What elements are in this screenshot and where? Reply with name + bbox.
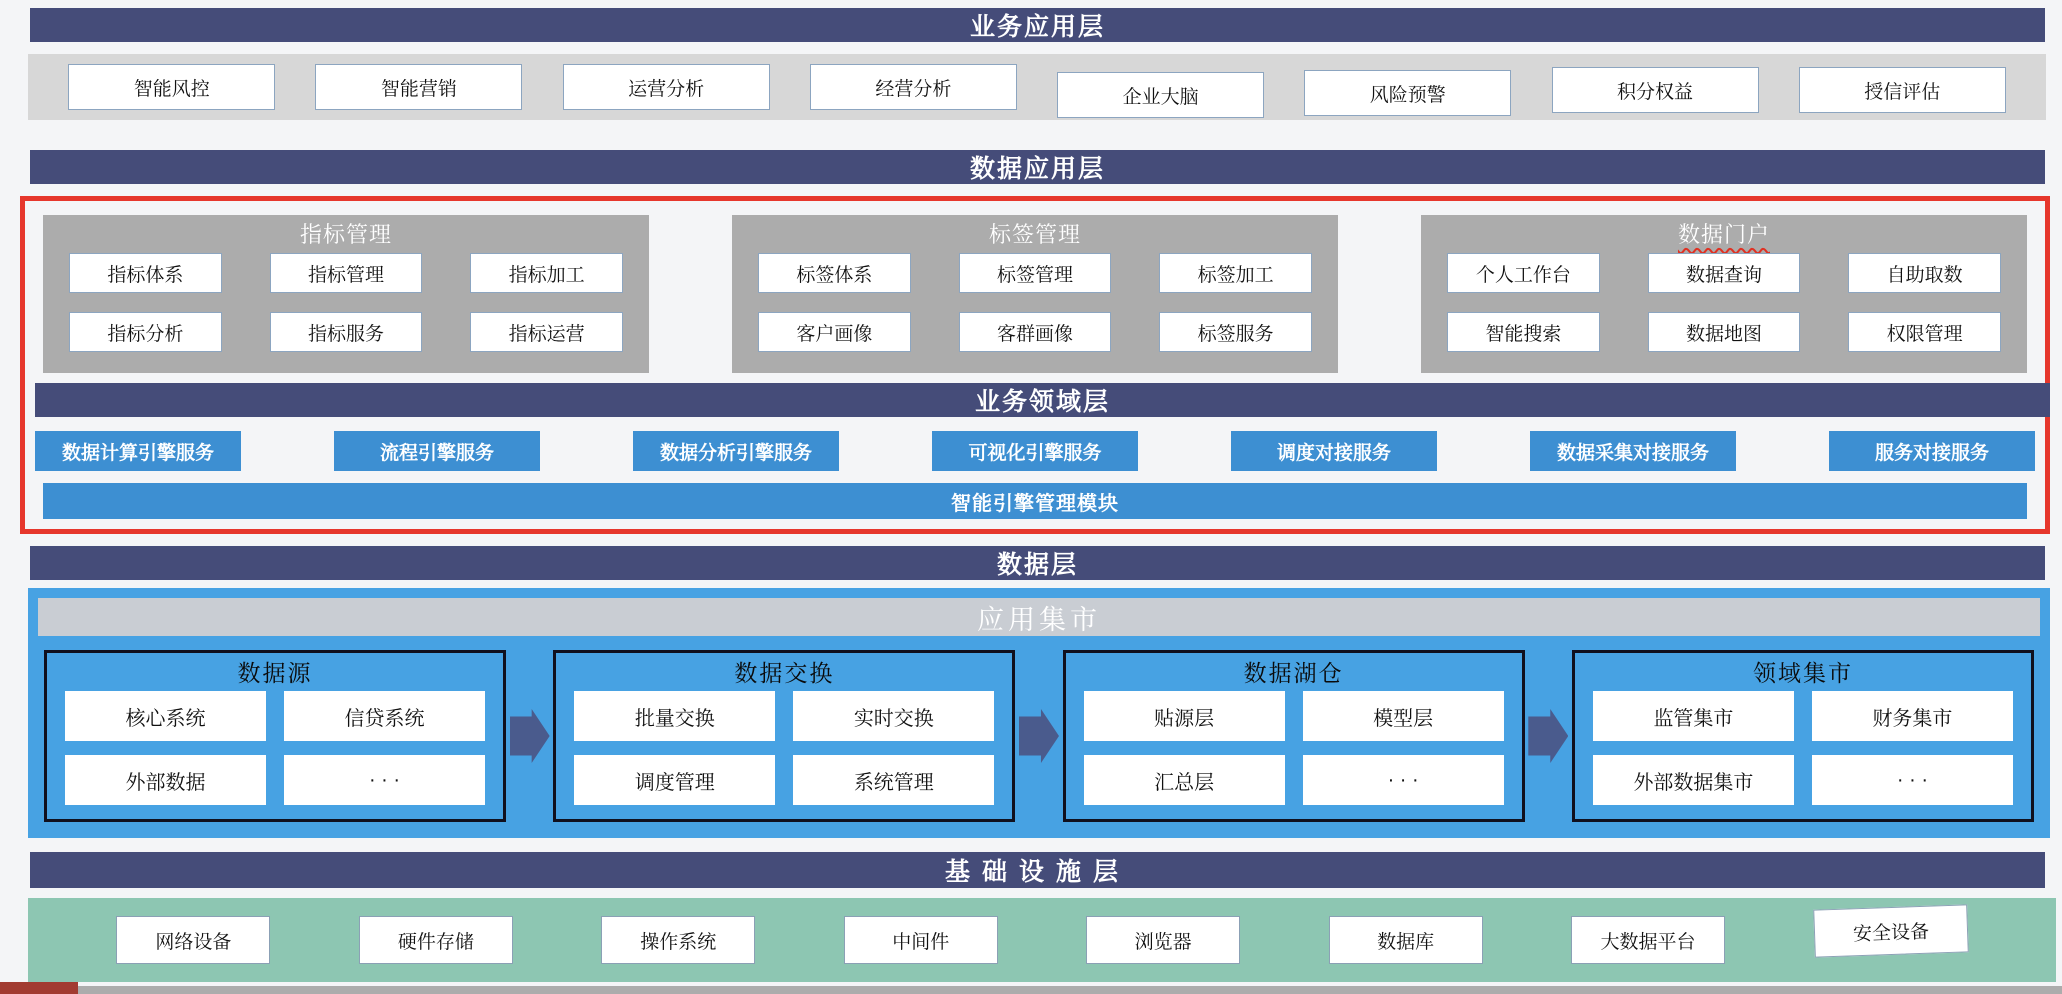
section-item: 客户画像 [758, 312, 911, 352]
service-box: 调度对接服务 [1231, 431, 1437, 471]
app-box: 企业大脑 [1057, 72, 1264, 118]
app-box: 授信评估 [1799, 67, 2006, 113]
group-item: 外部数据 [65, 755, 266, 805]
infra-box: 浏览器 [1086, 916, 1240, 964]
section-tag-management [732, 215, 1338, 373]
group-item: 实时交换 [793, 691, 994, 741]
section-item: 指标运营 [470, 312, 623, 352]
business-app-band [28, 54, 2046, 120]
right-arrow-icon [1019, 709, 1059, 763]
service-box: 流程引擎服务 [334, 431, 540, 471]
group-item: · · · [1812, 755, 2013, 805]
infra-box: 操作系统 [601, 916, 755, 964]
layer-title: 业务应用层 [969, 13, 1105, 41]
layer-header-infrastructure [30, 852, 2045, 888]
section-item: 数据地图 [1648, 312, 1801, 352]
section-grid [43, 251, 649, 373]
layer-header-business-app [30, 8, 2045, 42]
layer-title: 业务领域层 [974, 388, 1110, 416]
infra-box: 硬件存储 [359, 916, 513, 964]
layer-title: 数据应用层 [969, 155, 1105, 183]
infra-box: 中间件 [844, 916, 998, 964]
engine-services-row [35, 431, 2035, 471]
app-box: 经营分析 [810, 64, 1017, 110]
section-item: 权限管理 [1848, 312, 2001, 352]
group-item: · · · [284, 755, 485, 805]
group-grid [556, 689, 1012, 819]
group-domain-mart [1572, 650, 2034, 822]
group-title: 领域集市 [1752, 660, 1853, 686]
group-item: 贴源层 [1084, 691, 1285, 741]
group-data-lakehouse [1063, 650, 1525, 822]
data-layer-container [28, 588, 2050, 838]
infra-box: 网络设备 [116, 916, 270, 964]
group-item: · · · [1303, 755, 1504, 805]
service-box: 服务对接服务 [1829, 431, 2035, 471]
app-box: 智能风控 [68, 64, 275, 110]
right-arrow-icon [510, 709, 550, 763]
section-grid [732, 251, 1338, 373]
service-box: 可视化引擎服务 [932, 431, 1138, 471]
group-grid [47, 689, 503, 819]
infra-box: 安全设备 [1813, 904, 1969, 957]
infra-box: 大数据平台 [1571, 916, 1725, 964]
section-item: 自助取数 [1848, 253, 2001, 293]
section-item: 标签体系 [758, 253, 911, 293]
group-grid [1575, 689, 2031, 819]
group-title: 数据源 [237, 660, 313, 686]
section-title: 数据门户 [1677, 221, 1770, 247]
group-item: 汇总层 [1084, 755, 1285, 805]
engine-management-bar: 智能引擎管理模块 [43, 483, 2027, 519]
group-data-source [44, 650, 506, 822]
group-item: 调度管理 [574, 755, 775, 805]
app-box: 积分权益 [1552, 67, 1759, 113]
section-item: 智能搜索 [1447, 312, 1600, 352]
section-metric-management [43, 215, 649, 373]
data-app-sections [43, 215, 2027, 373]
app-box: 风险预警 [1304, 70, 1511, 116]
app-box: 运营分析 [563, 64, 770, 110]
section-item: 个人工作台 [1447, 253, 1600, 293]
group-title: 数据交换 [734, 660, 835, 686]
section-item: 数据查询 [1648, 253, 1801, 293]
infrastructure-band [28, 898, 2056, 982]
section-item: 标签服务 [1159, 312, 1312, 352]
group-item: 信贷系统 [284, 691, 485, 741]
group-grid [1066, 689, 1522, 819]
app-box: 智能营销 [315, 64, 522, 110]
section-item: 指标加工 [470, 253, 623, 293]
layer-header-data-app [30, 150, 2045, 184]
infra-box: 数据库 [1329, 916, 1483, 964]
section-item: 指标体系 [69, 253, 222, 293]
group-title: 数据湖仓 [1243, 660, 1344, 686]
section-title: 标签管理 [988, 221, 1081, 247]
group-data-exchange [553, 650, 1015, 822]
section-item: 标签加工 [1159, 253, 1312, 293]
group-item: 财务集市 [1812, 691, 2013, 741]
group-item: 核心系统 [65, 691, 266, 741]
group-item: 监管集市 [1593, 691, 1794, 741]
section-item: 指标管理 [270, 253, 423, 293]
section-item: 标签管理 [959, 253, 1112, 293]
section-grid [1421, 251, 2027, 373]
group-item: 批量交换 [574, 691, 775, 741]
group-item: 外部数据集市 [1593, 755, 1794, 805]
group-item: 模型层 [1303, 691, 1504, 741]
bottom-gray-strip [78, 986, 2062, 994]
application-market-bar: 应用集市 [38, 598, 2040, 636]
right-arrow-icon [1528, 709, 1568, 763]
layer-title: 基础设施层 [944, 858, 1130, 886]
service-box: 数据计算引擎服务 [35, 431, 241, 471]
section-data-portal [1421, 215, 2027, 373]
section-item: 指标服务 [270, 312, 423, 352]
layer-header-data [30, 546, 2045, 580]
section-title: 指标管理 [299, 221, 392, 247]
section-item: 客群画像 [959, 312, 1112, 352]
group-item: 系统管理 [793, 755, 994, 805]
bottom-red-strip [0, 982, 78, 994]
section-item: 指标分析 [69, 312, 222, 352]
layer-title: 数据层 [996, 551, 1078, 579]
red-annotation-rectangle [20, 196, 2050, 534]
service-box: 数据分析引擎服务 [633, 431, 839, 471]
layer-header-business-domain [35, 383, 2050, 417]
service-box: 数据采集对接服务 [1530, 431, 1736, 471]
data-groups-row [44, 650, 2034, 822]
